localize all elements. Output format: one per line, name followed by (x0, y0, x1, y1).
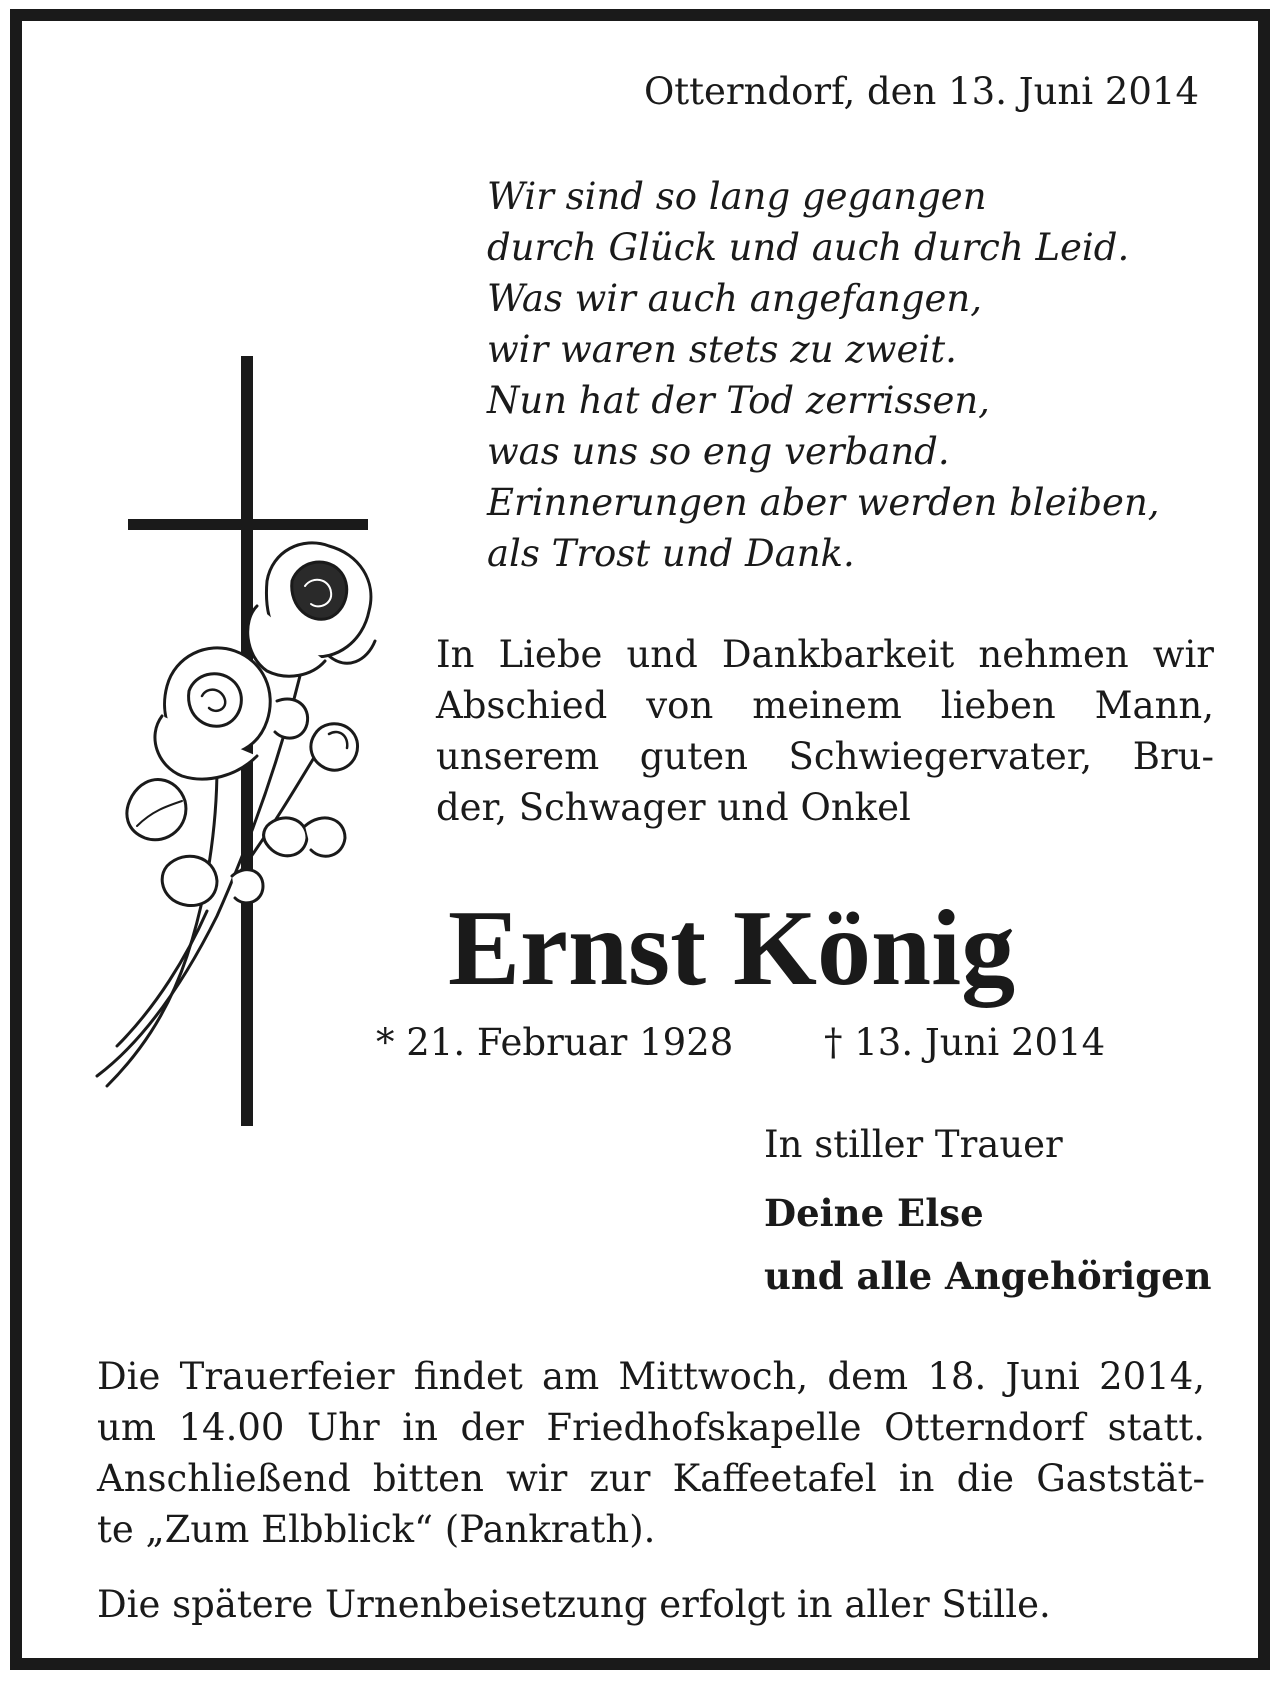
poem-line: Wir sind so lang gegangen (487, 175, 987, 218)
mourning-phrase: In stiller Trauer (764, 1123, 1063, 1166)
cross-with-roses-icon (67, 356, 377, 1136)
funeral-info-line: um 14.00 Uhr in der Friedhofskapelle Otterndorf statt. (97, 1406, 1205, 1449)
funeral-info-line: Die Trauerfeier findet am Mittwoch, dem 18. Juni 2014, (97, 1355, 1205, 1398)
death-date: † 13. Juni 2014 (824, 1021, 1106, 1064)
signer: Deine Else (764, 1191, 984, 1235)
poem-line: was uns so eng verband. (487, 430, 950, 473)
signer: und alle Angehörigen (764, 1254, 1212, 1298)
funeral-info-line: te „Zum Elbblick“ (Pankrath). (97, 1508, 656, 1551)
poem-line: als Trost und Dank. (487, 532, 855, 575)
intro-line: der, Schwager und Onkel (436, 786, 911, 829)
intro-line: In Liebe und Dankbarkeit nehmen wir (436, 633, 1214, 676)
intro-paragraph (436, 629, 1214, 833)
closing-note: Die spätere Urnenbeisetzung erfolgt in aller Stille. (97, 1583, 1051, 1626)
deceased-name: Ernst König (448, 889, 1016, 1008)
poem-line: wir waren stets zu zweit. (487, 328, 957, 371)
poem-line: durch Glück und auch durch Leid. (487, 226, 1130, 269)
poem-line: Erinnerungen aber werden bleiben, (487, 481, 1160, 524)
intro-line: unserem guten Schwiegervater, Bru- (436, 735, 1214, 778)
obituary-notice (10, 9, 1270, 1670)
intro-line: Abschied von meinem lieben Mann, (436, 684, 1214, 727)
funeral-info-line: Anschließend bitten wir zur Kaffeetafel in die Gaststät- (97, 1457, 1205, 1500)
poem-line: Nun hat der Tod zerrissen, (487, 379, 990, 422)
birth-date: * 21. Februar 1928 (376, 1021, 734, 1064)
poem (487, 171, 1207, 579)
funeral-info (97, 1351, 1205, 1555)
place-date: Otterndorf, den 13. Juni 2014 (643, 70, 1199, 113)
poem-line: Was wir auch angefangen, (487, 277, 983, 320)
